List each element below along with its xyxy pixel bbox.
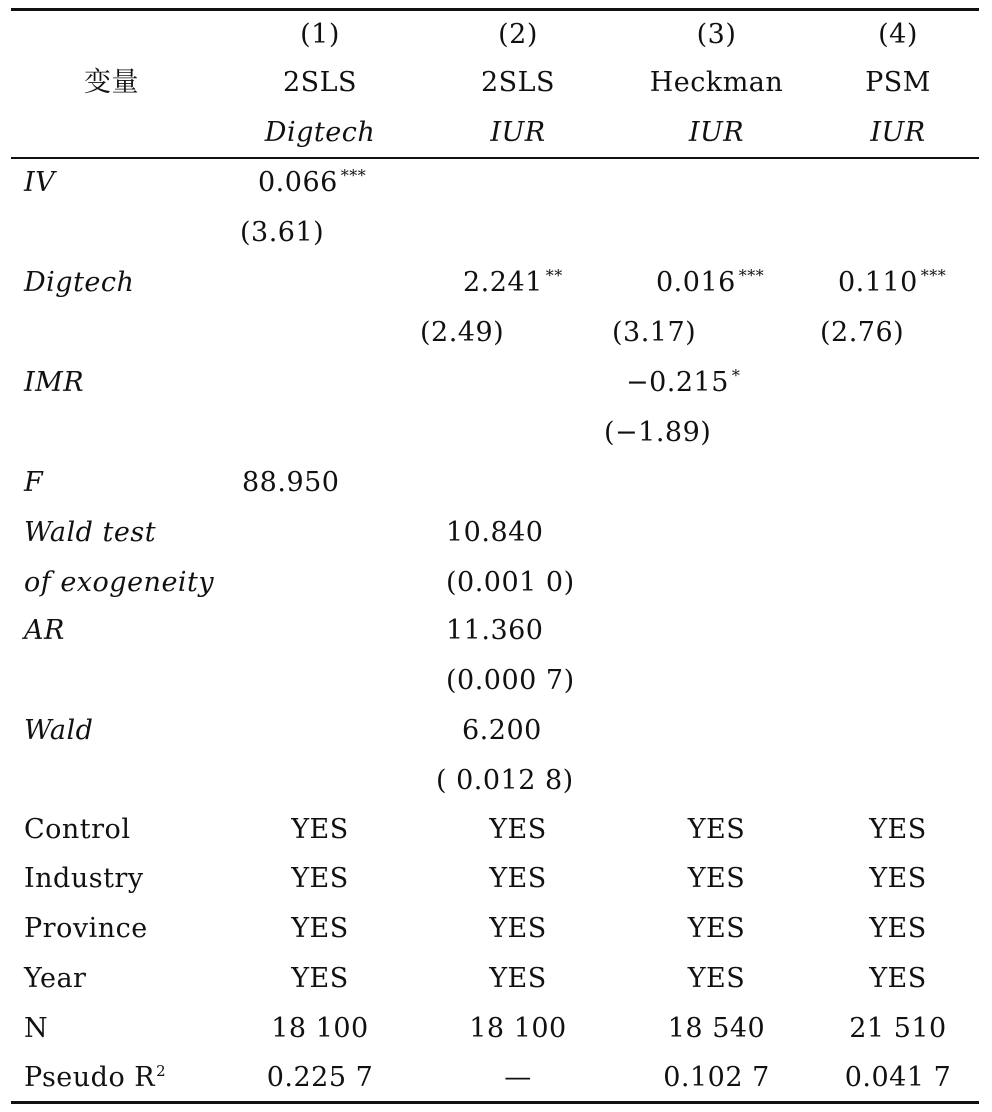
stat-value: 11.360: [446, 615, 544, 646]
fe-cell: YES: [489, 814, 547, 845]
row-label: Digtech: [24, 267, 135, 298]
row-label: AR: [24, 615, 65, 646]
significance-stars: ***: [340, 166, 367, 185]
fe-cell: YES: [489, 963, 547, 994]
coef-value: 0.016: [656, 267, 736, 298]
table-row-ar-p: [0, 656, 992, 706]
row-label: Year: [24, 963, 87, 994]
method-4: PSM: [865, 67, 931, 98]
r2-cell: 0.041 7: [844, 1062, 952, 1093]
row-label: Province: [24, 913, 148, 944]
fe-cell: YES: [291, 863, 349, 894]
variable-header: 变量: [84, 67, 139, 98]
stat-value: 88.950: [242, 467, 340, 498]
coef-value: 0.110: [838, 267, 918, 298]
fe-cell: YES: [489, 863, 547, 894]
fe-cell: YES: [687, 963, 746, 994]
stat-value: 10.840: [446, 517, 544, 548]
fe-cell: YES: [687, 814, 746, 845]
n-cell: 18 100: [469, 1013, 567, 1044]
table-row-year: [0, 954, 992, 1004]
row-label: F: [24, 467, 44, 498]
table-row-wald: [0, 706, 992, 756]
row-label-text: Pseudo R: [24, 1062, 156, 1093]
table-row-iv: [0, 158, 992, 208]
table-row-digtech: [0, 258, 992, 308]
table-row-iv-t: [0, 208, 992, 258]
coef-value: −0.215: [626, 367, 729, 398]
table-row-industry: [0, 854, 992, 904]
coef-cell: [626, 358, 740, 408]
table-row-digtech-t: [0, 308, 992, 358]
t-stat: (2.49): [420, 317, 505, 348]
t-stat: (2.76): [820, 317, 905, 348]
col-number-1: (1): [300, 19, 340, 50]
p-value: ( 0.012 8): [436, 765, 574, 796]
row-label: Wald test: [24, 517, 157, 548]
row-label: [24, 1053, 166, 1103]
coef-value: 2.241: [463, 267, 543, 298]
fe-cell: YES: [291, 963, 349, 994]
header-row-numbers: [0, 10, 992, 60]
t-stat: (3.17): [612, 317, 697, 348]
row-label: Control: [24, 814, 131, 845]
coef-cell: [463, 258, 563, 308]
significance-stars: ***: [920, 266, 947, 285]
table-row-wald-test: [0, 508, 992, 558]
table-row-imr: [0, 358, 992, 408]
coef-cell: [656, 258, 764, 308]
n-cell: 18 100: [271, 1013, 369, 1044]
method-2: 2SLS: [480, 67, 556, 98]
method-1: 2SLS: [282, 67, 358, 98]
coef-value: 0.066: [258, 167, 338, 198]
row-label: IV: [24, 167, 56, 198]
p-value: (0.001 0): [446, 567, 575, 598]
stat-value: 6.200: [462, 715, 542, 746]
col-number-3: (3): [696, 19, 737, 50]
fe-cell: YES: [489, 913, 547, 944]
table-row-imr-t: [0, 408, 992, 458]
fe-cell: YES: [687, 863, 746, 894]
bottom-rule: [11, 1101, 979, 1104]
header-row-methods: [0, 58, 992, 108]
col-number-4: (4): [878, 19, 918, 50]
dependent-4: IUR: [870, 117, 926, 148]
table-row-exogeneity: [0, 558, 992, 608]
col-number-2: (2): [498, 19, 538, 50]
dependent-3: IUR: [688, 117, 745, 148]
row-label: of exogeneity: [24, 567, 215, 598]
t-stat: (3.61): [240, 217, 325, 248]
t-stat: (−1.89): [604, 417, 712, 448]
row-label-superscript: 2: [156, 1062, 167, 1080]
fe-cell: YES: [687, 913, 746, 944]
significance-stars: *: [731, 366, 741, 385]
fe-cell: YES: [869, 963, 927, 994]
coef-cell: [258, 158, 366, 208]
n-cell: 21 510: [849, 1013, 947, 1044]
table-row-n: [0, 1004, 992, 1054]
fe-cell: YES: [291, 913, 349, 944]
table-row-province: [0, 904, 992, 954]
row-label: Wald: [24, 715, 94, 746]
table-row-wald-p: [0, 756, 992, 806]
row-label: IMR: [24, 367, 85, 398]
header-row-dependents: [0, 108, 992, 158]
table-row-pseudo-r2: [0, 1053, 992, 1103]
table-row-control: [0, 805, 992, 855]
fe-cell: YES: [869, 863, 927, 894]
r2-cell: 0.102 7: [663, 1062, 770, 1093]
r2-cell: 0.225 7: [266, 1062, 374, 1093]
coef-cell: [838, 258, 946, 308]
fe-cell: YES: [869, 814, 927, 845]
table-row-ar: [0, 606, 992, 656]
p-value: (0.000 7): [446, 665, 575, 696]
dependent-2: IUR: [490, 117, 546, 148]
table-row-f: [0, 458, 992, 508]
significance-stars: **: [545, 266, 563, 285]
significance-stars: ***: [738, 266, 765, 285]
dependent-1: Digtech: [264, 117, 376, 148]
fe-cell: YES: [869, 913, 927, 944]
n-cell: 18 540: [667, 1013, 766, 1044]
fe-cell: YES: [291, 814, 349, 845]
method-3: Heckman: [649, 67, 784, 98]
row-label: N: [24, 1013, 49, 1044]
r2-cell: —: [504, 1062, 532, 1093]
row-label: Industry: [24, 863, 144, 894]
